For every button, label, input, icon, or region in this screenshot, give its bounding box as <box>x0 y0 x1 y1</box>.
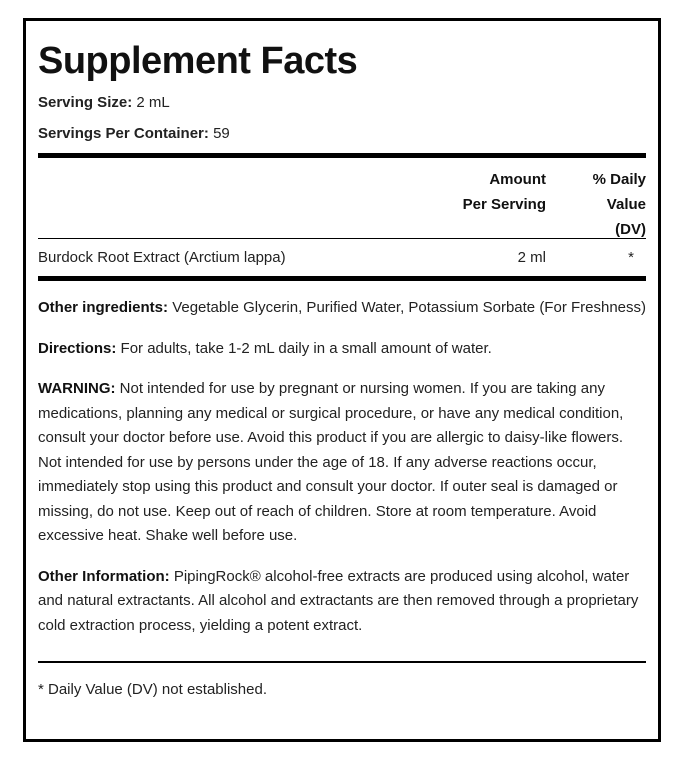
other-ingredients-text: Vegetable Glycerin, Purified Water, Potassium Sorbate (For Freshness) <box>172 299 646 316</box>
divider-thick-bottom <box>38 276 646 281</box>
other-ingredients <box>38 296 646 321</box>
daily-value-header <box>586 167 646 238</box>
other-information <box>38 565 646 639</box>
servings-per-container-row <box>38 124 646 144</box>
servings-per-container-label: Servings Per Container: <box>38 125 209 142</box>
servings-per-container-value: 59 <box>213 125 230 142</box>
supplement-facts-panel <box>23 18 661 742</box>
divider-footer <box>38 661 646 663</box>
amount-header-line1: Amount <box>489 171 546 188</box>
dv-header-line2: Value <box>606 196 646 213</box>
directions-label: Directions: <box>38 339 117 357</box>
directions <box>38 337 646 362</box>
amount-per-serving-header <box>426 167 546 238</box>
dv-header-line1: % Daily <box>592 171 646 188</box>
other-ingredients-label: Other ingredients: <box>38 299 169 316</box>
directions-text: For adults, take 1-2 mL daily in a small amount of water. <box>120 339 492 357</box>
warning <box>38 377 646 549</box>
serving-size-label: Serving Size: <box>38 94 133 111</box>
dv-header-line3: (DV) <box>615 221 646 238</box>
panel-content <box>38 21 646 700</box>
daily-value-footnote: * Daily Value (DV) not established. <box>38 681 267 698</box>
panel-title: Supplement Facts <box>38 40 358 82</box>
warning-text: Not intended for use by pregnant or nursing women. If you are taking any medications, planning any medical or surgical procedure, or have any medical condition, consult your doctor before use. Avoid this product if you are allergic to daisy-like flowers. Not intended for use by persons under the age of 18. If any adverse reactions occur, immediately stop using this product and consult your doctor. If outer seal is damaged or missing, do not use. Keep out of reach of children. Store at room temperature. Avoid excessive heat. Shake well before use. <box>38 380 624 544</box>
warning-label: WARNING: <box>38 380 116 397</box>
other-information-text: PipingRock® alcohol-free extracts are produced using alcohol, water and natural extractants. All alcohol and extractants are then removed through a proprietary cold extraction process, yielding a potent extract. <box>38 567 639 634</box>
serving-size-row <box>38 93 646 113</box>
amount-header-line2: Per Serving <box>462 196 546 213</box>
other-information-label: Other Information: <box>38 567 170 585</box>
serving-size-value: 2 mL <box>136 94 170 111</box>
table-header <box>38 158 646 238</box>
ingredient-daily-value: * <box>628 249 634 266</box>
ingredient-row <box>38 239 646 276</box>
ingredient-name: Burdock Root Extract (Arctium lappa) <box>38 249 286 266</box>
ingredient-amount: 2 ml <box>517 249 546 266</box>
